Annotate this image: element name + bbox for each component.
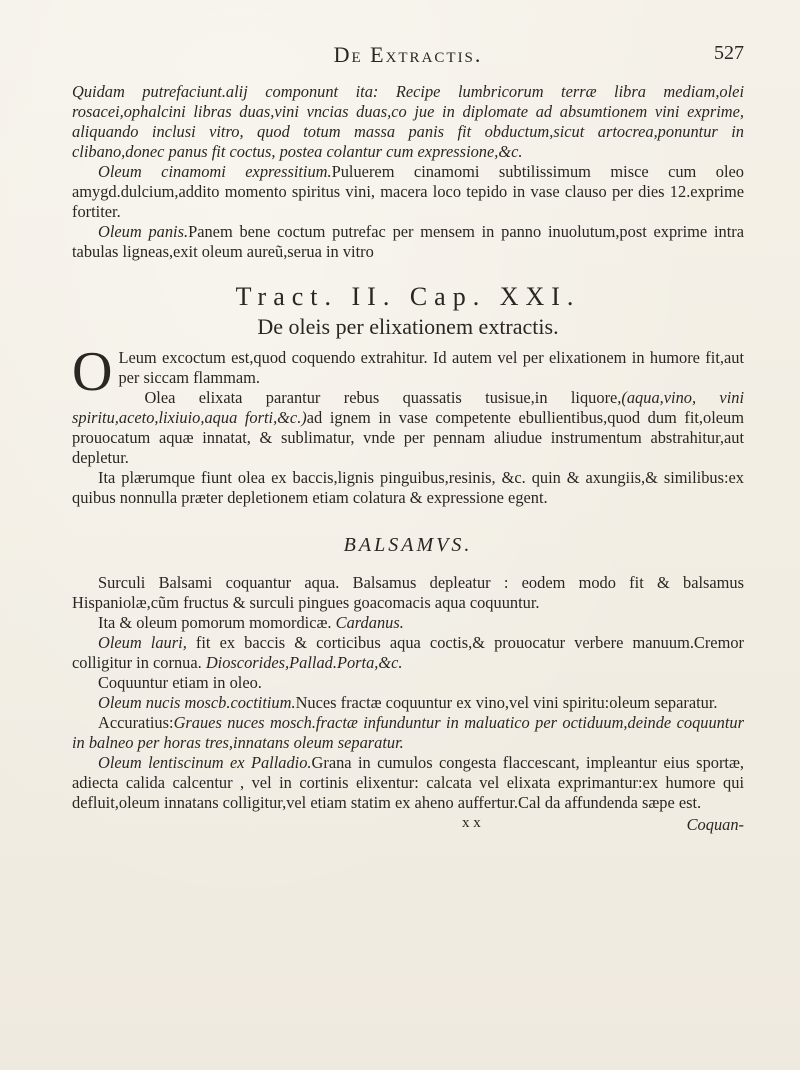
paragraph-text: Olea elixata parantur rebus quassatis tusisue,in liquore, <box>144 388 622 407</box>
paragraph-olea-baccis: Ita plærumque fiunt olea ex baccis,lignis pinguibus,resinis, &c. quin & axungiis,& similibus:ex quibus nonnulla præter depletionem etiam colatura & expressione egent. <box>72 468 744 507</box>
entry-text: Panem bene coctum putrefac per mensem in panno inuolutum,post exprime intra tabulas ligneas,exit oleum aureũ,serua in vitro <box>72 222 744 261</box>
paragraph-text: Ita & oleum pomorum momordicæ. <box>98 613 332 632</box>
paragraph-text: Leum excoctum est,quod coquendo extrahitur. Id autem vel per elixationem in humore fit,aut per siccam flammam. <box>118 348 744 387</box>
chapter-subtitle: De oleis per elixationem extractis. <box>257 314 559 339</box>
page-footer <box>72 815 744 837</box>
entry-label: Oleum nucis moscb.coctitium. <box>98 693 296 712</box>
section-heading-balsamus: BALSAMVS. <box>343 534 473 556</box>
catchword: Coquan- <box>686 815 744 834</box>
paragraph-coquuntur: Coquuntur etiam in oleo. <box>98 673 262 692</box>
paragraph-pomorum <box>72 613 744 633</box>
citation: Dioscorides,Pallad.Porta,&c. <box>205 653 403 672</box>
paragraph-olea-elixata <box>72 388 744 468</box>
running-head <box>72 40 744 70</box>
paragraph-accuratius <box>72 713 744 753</box>
running-title: De Extractis. <box>333 42 483 67</box>
recipe-paragraph: Quidam putrefaciunt.alij componunt ita: Recipe lumbricorum terræ libra mediam,olei rosacei,ophalcini libras duas,vini vncias duas,co jue in diplomate ad absumtionem vini exprime, aliquando inclusi vitro, quod totum massa panis fit obductum,sicut artocrea,ponuntur in clibano,donec panus fit coctus, postea colantur cum expressione,&c. <box>72 82 744 161</box>
paragraph-oleum-panis <box>72 222 744 262</box>
entry-text: Nuces fractæ coquuntur ex vino,vel vini spiritu:oleum separatur. <box>295 693 718 712</box>
entry-text: Grana in cumulos congesta flaccescant, impleantur eius sportæ, adiecta calida calcentur , vel in cortinis elixentur: calcata vel elixata exprimantur:ex humore qui defluit,oleum innatans colligitur,vel etiam statim ex aheno auffertur.Cal da affundenda sæpe est. <box>72 753 744 812</box>
entry-text: Puluerem cinamomi subtilissimum misce cum oleo amygd.dulcium,addito momento spiritus vini, macera loco tepido in vase clauso per dies 12.exprime fortiter. <box>72 162 745 221</box>
entry-label: Oleum lauri, <box>98 633 187 652</box>
paragraph-nucis-moschatae <box>72 693 744 713</box>
drop-cap-initial: O <box>72 341 113 403</box>
entry-label: Oleum cinamomi expressitium. <box>98 162 332 181</box>
entry-label: Oleum panis. <box>98 222 189 241</box>
entry-label: Oleum lentiscinum ex Palladio. <box>98 753 312 772</box>
paragraph-italic: (aqua,vino, vini spiritu,aceto,lixiuio,aqua forti,&c.) <box>72 388 744 427</box>
paragraph-oleum-lentiscinum <box>72 753 744 813</box>
chapter-heading: Tract. II. Cap. XXI. <box>235 282 581 311</box>
signature-mark: x x <box>462 815 481 831</box>
paragraph-text: ad ignem in vase competente ebullientibus,quod dum fit,oleum prouocatum aquæ innatat, & sublimatur, vnde per pennam aliudue instrumentum abstrahitur,aut depletur. <box>72 408 744 467</box>
paragraph-text: Accuratius: <box>98 713 174 732</box>
entry-text: fit ex baccis & corticibus aqua coctis,& prouocatur verbere manuum.Cremor colligitur in cornua. <box>72 633 744 672</box>
paragraph-italic: Graues nuces mosch.fractæ infunduntur in maluatico per octiduum,deinde coquuntur in balneo per horas tres,innatans oleum separatur. <box>72 713 744 752</box>
paragraph-oleum-cinamomi <box>72 162 744 222</box>
paragraph-balsami: Surculi Balsami coquantur aqua. Balsamus depleatur : eodem modo fit & balsamus Hispaniolæ,cũm fructus & surculi pingues goacomacis aqua coquuntur. <box>72 573 744 612</box>
paragraph-oleum-lauri <box>72 633 744 673</box>
citation: Cardanus. <box>335 613 404 632</box>
page-number: 527 <box>714 42 744 64</box>
